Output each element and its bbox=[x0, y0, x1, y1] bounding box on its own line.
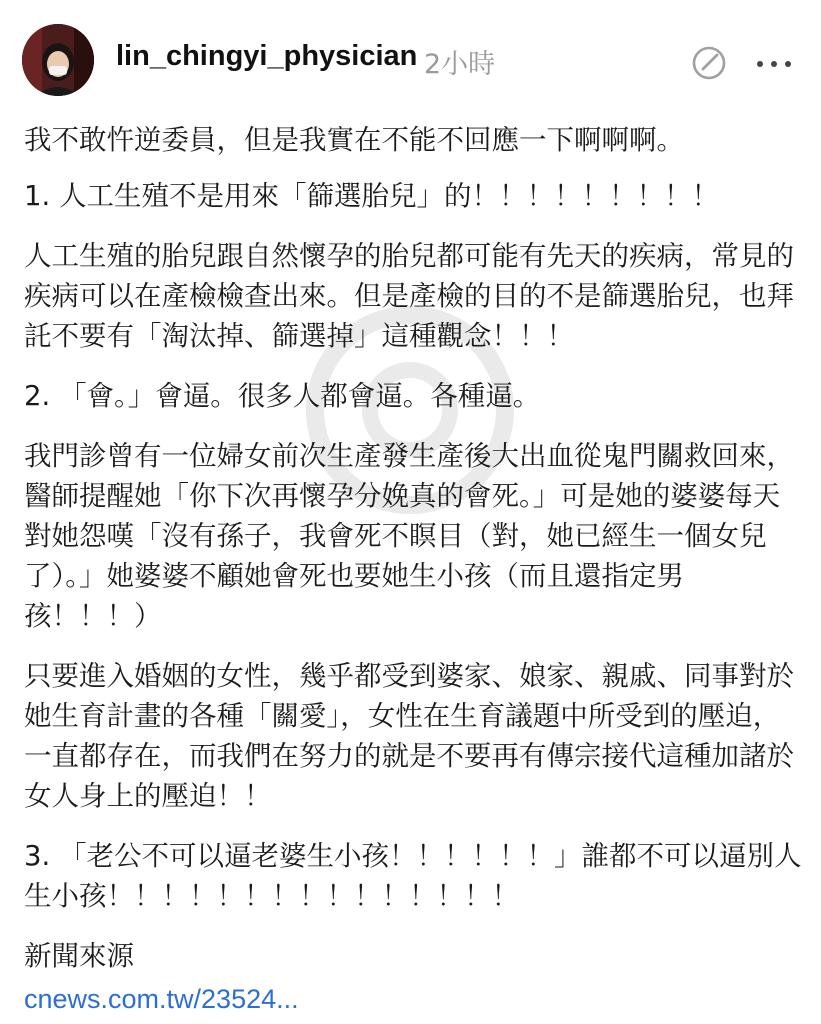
post-paragraph: 3. 「老公不可以逼老婆生小孩！！！！！！」誰都不可以逼別人生小孩！！！！！！！！！！！！！！！ bbox=[24, 840, 802, 912]
username[interactable]: lin_chingyi_physician bbox=[116, 40, 418, 72]
source-label: 新聞來源 bbox=[24, 940, 134, 972]
more-dots-icon[interactable] bbox=[752, 54, 796, 74]
avatar[interactable] bbox=[22, 24, 94, 96]
post-paragraph: 只要進入婚姻的女性，幾乎都受到婆家、娘家、親戚、同事對於她生育計畫的各種「關愛」，女性在生育議題中所受到的壓迫，一直都存在，而我們在努力的就是不要再有傳宗接代這種加諸於女人身上的壓迫！！ bbox=[24, 660, 794, 812]
post-body bbox=[24, 120, 804, 1015]
post-timestamp: 2小時 bbox=[424, 49, 496, 80]
post-paragraph: 我不敢忤逆委員，但是我實在不能不回應一下啊啊啊。 bbox=[24, 124, 684, 156]
post-paragraph: 2. 「會。」會逼。很多人都會逼。各種逼。 bbox=[24, 380, 541, 412]
post-header bbox=[0, 0, 821, 118]
post-paragraph: 我門診曾有一位婦女前次生產發生產後大出血從鬼門關救回來，醫師提醒她「你下次再懷孕分娩真的會死。」可是她的婆婆每天對她怨嘆「沒有孫子，我會死不瞑目（對，她已經生一個女兒了）。」她婆婆不顧她會死也要她生小孩（而且還指定男孩！！！） bbox=[24, 440, 794, 632]
post-paragraph: 1. 人工生殖不是用來「篩選胎兒」的！！！！！！！！！ bbox=[24, 180, 719, 212]
post-paragraph: 人工生殖的胎兒跟自然懷孕的胎兒都可能有先天的疾病，常見的疾病可以在產檢檢查出來。但是產檢的目的不是篩選胎兒，也拜託不要有「淘汰掉、篩選掉」這種觀念！！！ bbox=[24, 240, 794, 352]
source-link[interactable]: cnews.com.tw/23524... bbox=[24, 984, 299, 1014]
edit-icon[interactable] bbox=[690, 44, 728, 82]
